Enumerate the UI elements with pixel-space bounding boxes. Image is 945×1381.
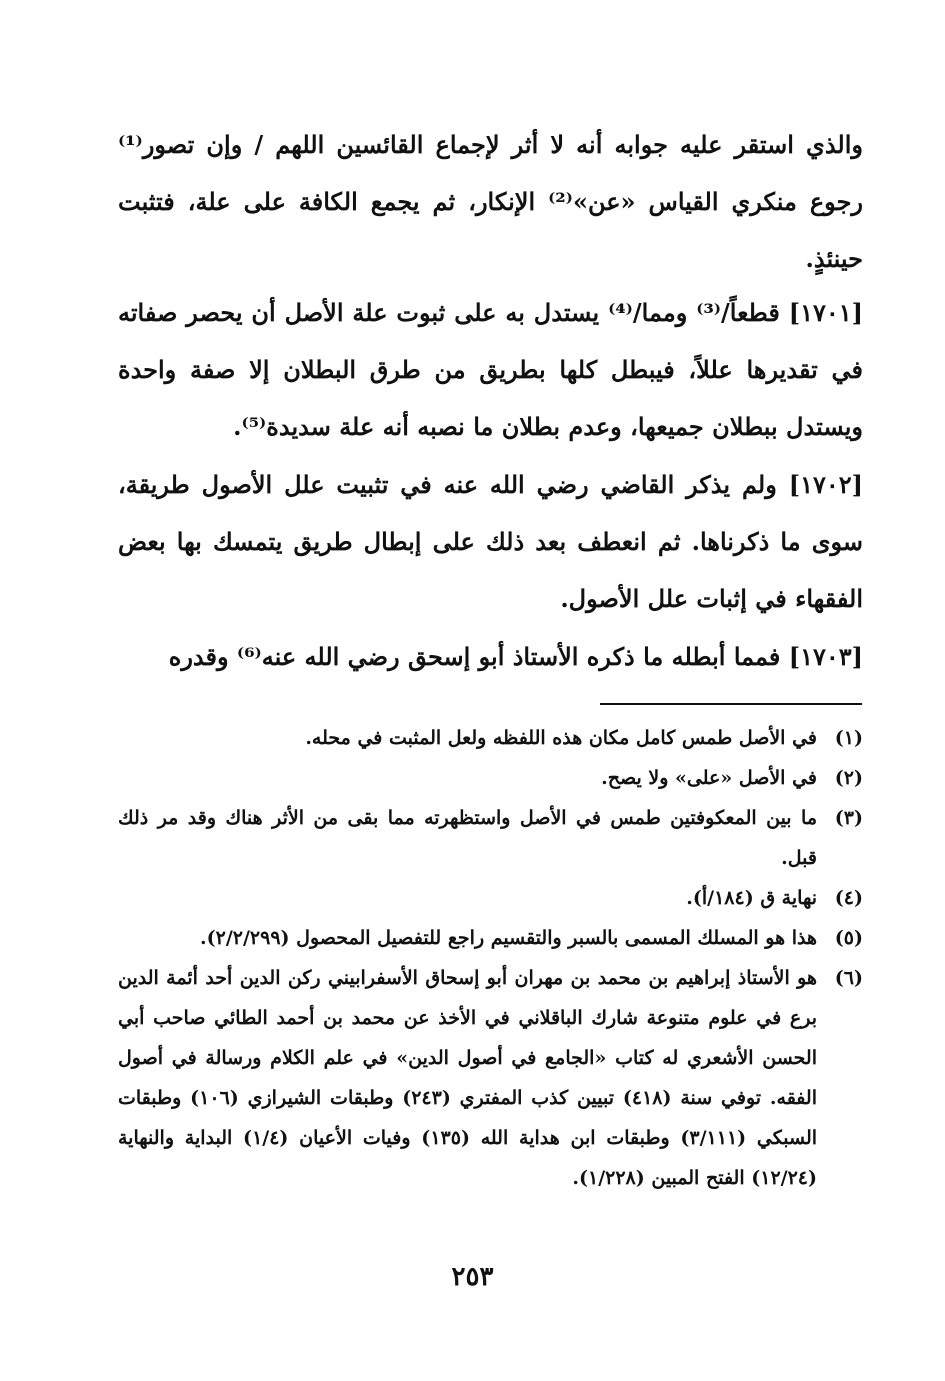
paragraph-1702 (118, 456, 863, 627)
footnote-separator (600, 703, 862, 705)
footnote-text: في الأصل طمس كامل مكان هذه اللفظه ولعل المثبت في محله. (305, 727, 817, 749)
footnote-text: نهاية ق (١٨٤/أ). (686, 887, 817, 909)
paragraph-intro (118, 116, 863, 287)
footnote-number: (٤) (834, 887, 863, 909)
paragraph-text: والذي استقر عليه جوابه أنه لا أثر لإجماع القائسين اللهم / وإن تصور⁽¹⁾ رجوع منكري القياس «عن»⁽²⁾ الإنكار، ثم يجمع الكافة على علة، فتثبت حينئذٍ. (118, 130, 863, 273)
footnote-5 (118, 918, 863, 958)
footnote-number: (٦) (834, 967, 863, 989)
footnote-1 (118, 718, 863, 758)
paragraph-text: [١٧٠١] قطعاً/⁽³⁾ ومما/⁽⁴⁾ يستدل به على ثبوت علة الأصل أن يحصر صفاته في تقديرها عللاً، فيبطل كلها بطريق من طرق البطلان إلا صفة واحدة ويستدل ببطلان جميعها، وعدم بطلان ما نصبه أنه علة سديدة⁽⁵⁾. (118, 298, 863, 441)
footnote-6 (118, 958, 863, 1198)
footnote-3 (118, 798, 863, 878)
paragraph-text: [١٧٠٢] ولم يذكر القاضي رضي الله عنه في تثبيت علل الأصول طريقة، سوى ما ذكرناها. ثم انعطف بعد ذلك على إبطال طريق يتمسك بها بعض الفقهاء في إثبات علل الأصول. (118, 470, 863, 613)
footnote-number: (٥) (834, 927, 863, 949)
footnote-text: هو الأستاذ إبراهيم بن محمد بن مهران أبو إسحاق الأسفرابيني ركن الدين أحد أئمة الدين برع في علوم متنوعة شارك الباقلاني في الأخذ عن محمد بن أحمد الطائي صاحب أبي الحسن الأشعري له كتاب «الجامع في أصول الدين» في علم الكلام ورسالة في أصول الفقه. توفي سنة (٤١٨) تبيين كذب المفتري (٢٤٣) وطبقات الشيرازي (١٠٦) وطبقات السبكي (٣/١١١) وطبقات ابن هداية الله (١٣٥) وفيات الأعيان (١/٤) البداية والنهاية (١٢/٢٤) الفتح المبين (١/٢٢٨). (118, 967, 818, 1189)
paragraph-1703 (118, 628, 863, 685)
paragraph-1701 (118, 284, 863, 455)
footnote-text: في الأصل «على» ولا يصح. (601, 767, 817, 789)
footnote-text: هذا هو المسلك المسمى بالسبر والتقسيم راجع للتفصيل المحصول (٢/٢/٢٩٩). (200, 927, 817, 949)
footnotes (118, 718, 863, 1198)
page-number: ٢٥٣ (451, 1262, 494, 1292)
footnote-text: ما بين المعكوفتين طمس في الأصل واستظهرته مما بقى من الأثر هناك وقد مر ذلك قبل. (118, 807, 817, 869)
footnote-number: (٢) (834, 767, 863, 789)
paragraph-text: [١٧٠٣] فمما أبطله ما ذكره الأستاذ أبو إسحق رضي الله عنه⁽⁶⁾ وقدره (168, 642, 863, 671)
footnote-4 (118, 878, 863, 918)
footnote-2 (118, 758, 863, 798)
footnote-number: (١) (834, 727, 863, 749)
footnote-number: (٣) (834, 807, 863, 829)
